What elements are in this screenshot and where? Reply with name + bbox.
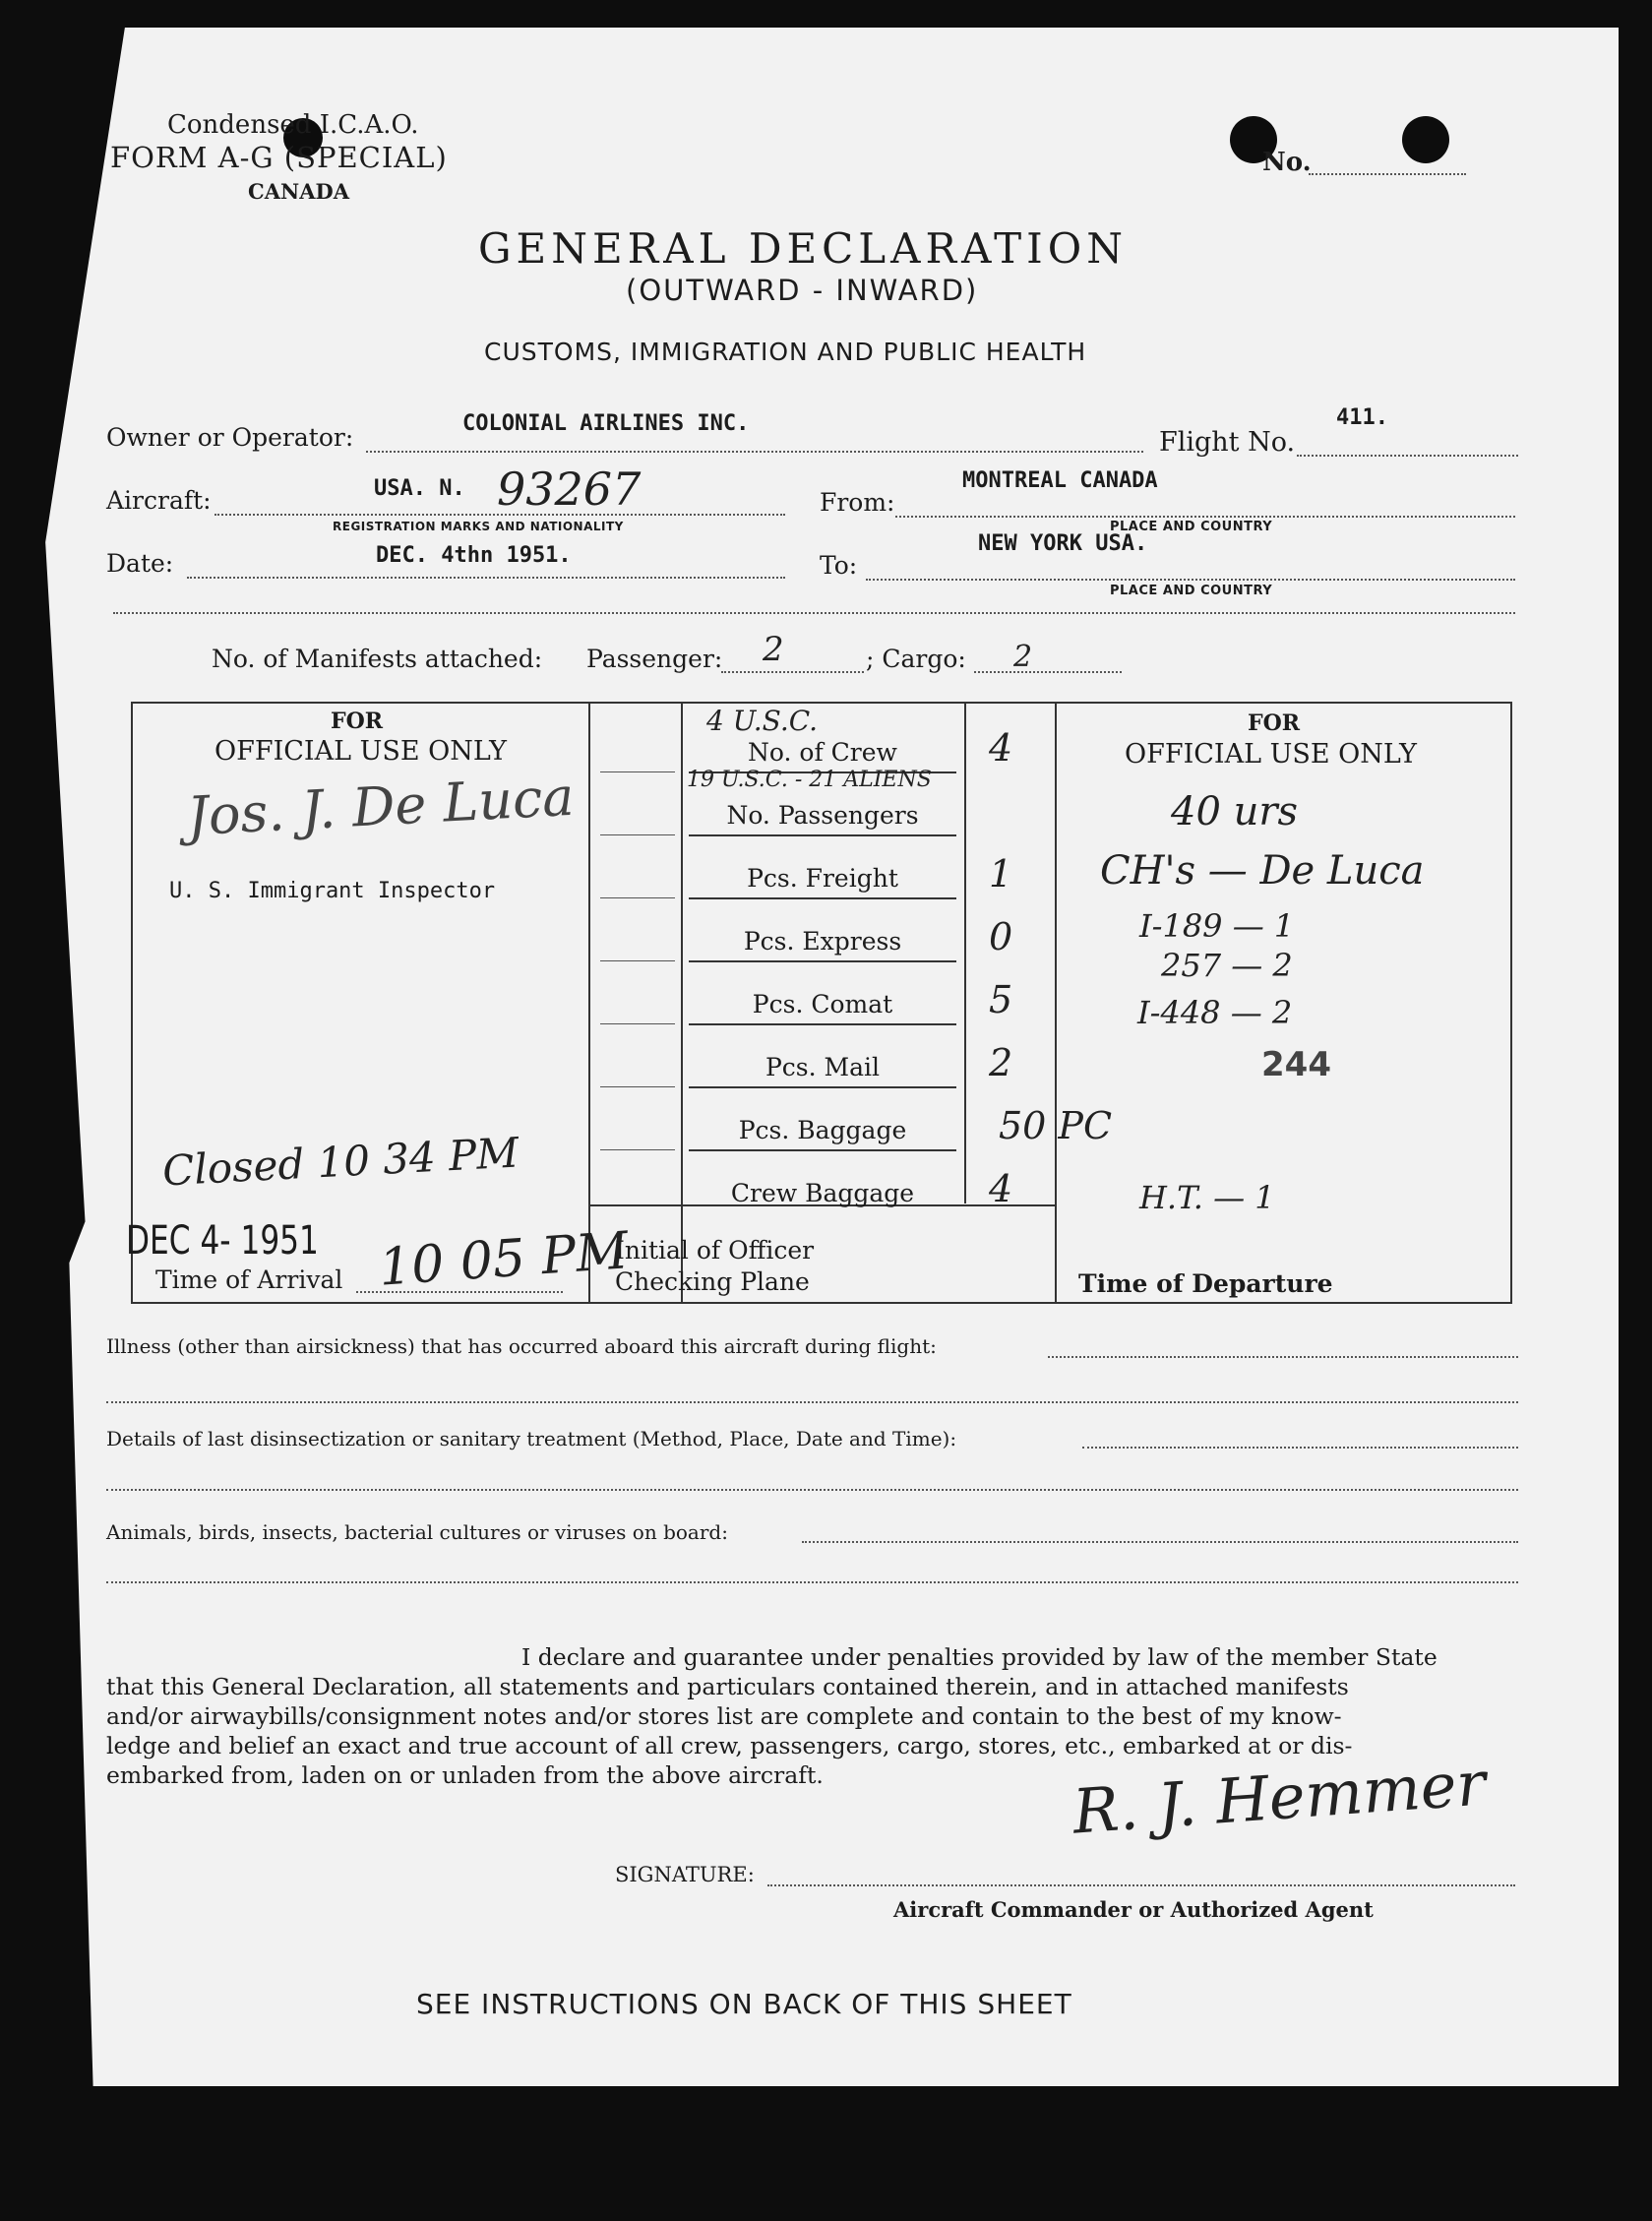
table-row-line xyxy=(600,834,675,835)
table-row-note: 19 U.S.C. - 21 ALIENS xyxy=(687,768,932,792)
table-row-line xyxy=(689,1086,956,1088)
aircraft-handwritten: 93267 xyxy=(497,463,642,516)
table-row-label: Pcs. Mail xyxy=(765,1053,881,1081)
arrival-time: 10 05 PM xyxy=(377,1221,631,1298)
flight-line xyxy=(1297,455,1518,457)
manifests-cargo-value: 2 xyxy=(1013,640,1033,674)
official-note-4: I-448 — 2 xyxy=(1137,994,1293,1031)
aircraft-caption: REGISTRATION MARKS AND NATIONALITY xyxy=(333,520,624,533)
table-row-line xyxy=(689,1023,956,1025)
declaration-line-1: I declare and guarantee under penalties provided by law of the member State xyxy=(521,1643,1438,1671)
table-row-value: 1 xyxy=(989,852,1013,895)
table-row-line xyxy=(689,1149,956,1151)
table-divider xyxy=(681,702,683,1302)
official-note-3: 257 — 2 xyxy=(1161,947,1293,984)
form-line-2: FORM A-G (SPECIAL) xyxy=(110,141,448,174)
table-divider xyxy=(588,702,590,1302)
illness-line-1 xyxy=(1048,1356,1518,1358)
official-note-5: 244 xyxy=(1261,1045,1331,1084)
page-department: CUSTOMS, IMMIGRATION AND PUBLIC HEALTH xyxy=(484,338,1087,366)
table-row-label: Pcs. Freight xyxy=(747,864,898,893)
from-line xyxy=(895,516,1515,518)
table-divider xyxy=(1055,702,1057,1302)
table-row-value: 40 urs xyxy=(1171,789,1299,834)
table-row-value: 5 xyxy=(989,978,1013,1021)
closed-note: Closed 10 34 PM xyxy=(160,1128,520,1196)
signature-label: SIGNATURE: xyxy=(615,1863,755,1886)
right-official-label: OFFICIAL USE ONLY xyxy=(1125,739,1417,770)
disinsect-line-1 xyxy=(1082,1447,1518,1449)
manifests-passenger-value: 2 xyxy=(763,630,784,669)
date-label: Date: xyxy=(106,549,174,578)
aircraft-label: Aircraft: xyxy=(106,486,212,515)
declaration-line-5: embarked from, laden on or unladen from the above aircraft. xyxy=(106,1761,824,1789)
flight-label: Flight No. xyxy=(1159,427,1296,458)
from-caption: PLACE AND COUNTRY xyxy=(1110,520,1273,534)
official-note-1: CH's — De Luca xyxy=(1100,848,1425,894)
to-value: NEW YORK USA. xyxy=(978,531,1148,556)
table-row-label: Pcs. Comat xyxy=(752,990,893,1018)
date-value: DEC. 4thn 1951. xyxy=(376,543,572,568)
right-for-label: FOR xyxy=(1248,710,1301,736)
departure-label: Time of Departure xyxy=(1078,1269,1333,1298)
manifests-passenger-label: Passenger: xyxy=(586,645,723,673)
table-row-label: No. of Crew xyxy=(748,738,897,767)
owner-line xyxy=(366,451,1143,453)
to-label: To: xyxy=(820,551,858,580)
table-row-line xyxy=(600,771,675,772)
footer-instructions: SEE INSTRUCTIONS ON BACK OF THIS SHEET xyxy=(416,1988,1072,2020)
page-subtitle: (OUTWARD - INWARD) xyxy=(626,274,979,307)
table-row-note: 4 U.S.C. xyxy=(706,705,819,737)
manifests-cargo-line xyxy=(974,671,1122,673)
number-line xyxy=(1309,173,1466,175)
signature-caption: Aircraft Commander or Authorized Agent xyxy=(893,1897,1374,1922)
manifests-cargo-label: ; Cargo: xyxy=(866,645,966,673)
table-row-value: 0 xyxy=(989,915,1013,958)
animals-line-2 xyxy=(106,1581,1518,1583)
disinsect-line-2 xyxy=(106,1489,1518,1491)
manifests-passenger-line xyxy=(721,671,864,673)
signature-line xyxy=(767,1884,1515,1886)
illness-line-2 xyxy=(106,1401,1518,1403)
owner-label: Owner or Operator: xyxy=(106,423,354,452)
page-title: GENERAL DECLARATION xyxy=(478,224,1128,273)
inspector-title: U. S. Immigrant Inspector xyxy=(169,879,496,903)
left-for-label: FOR xyxy=(331,709,384,734)
manifests-label: No. of Manifests attached: xyxy=(212,645,543,673)
declaration-line-2: that this General Declaration, all statements and particulars contained therein, and in attached manifests xyxy=(106,1673,1349,1700)
form-line-3: CANADA xyxy=(248,179,350,204)
declaration-line-3: and/or airwaybills/consignment notes and/or stores list are complete and contain to the best of my know- xyxy=(106,1702,1342,1730)
table-row-value: 50 PC xyxy=(999,1104,1113,1147)
table-row-value: 4 xyxy=(989,726,1013,770)
animals-line-1 xyxy=(802,1541,1518,1543)
inspector-signature: Jos. J. De Luca xyxy=(185,765,576,848)
arrival-stamp: DEC 4- 1951 xyxy=(126,1218,319,1264)
initial-label-1: Initial of Officer xyxy=(615,1236,815,1265)
arrival-line xyxy=(356,1291,563,1293)
separator-line xyxy=(113,612,1515,614)
table-row-line xyxy=(600,1149,675,1150)
disinsect-question: Details of last disinsectization or sanitary treatment (Method, Place, Date and Time): xyxy=(106,1427,957,1450)
declaration-line-4: ledge and belief an exact and true account of all crew, passengers, cargo, stores, etc., embarked at or dis- xyxy=(106,1732,1353,1759)
date-line xyxy=(187,577,785,579)
table-row-line xyxy=(600,1086,675,1087)
aircraft-typed: USA. N. xyxy=(374,476,465,501)
illness-question: Illness (other than airsickness) that has occurred aboard this aircraft during flight: xyxy=(106,1334,937,1358)
table-row-line xyxy=(600,960,675,961)
table-row-value: 4 xyxy=(989,1167,1013,1210)
table-row-line xyxy=(600,897,675,898)
to-caption: PLACE AND COUNTRY xyxy=(1110,584,1273,598)
animals-question: Animals, birds, insects, bacterial cultures or viruses on board: xyxy=(106,1520,728,1544)
table-divider xyxy=(964,702,966,1203)
signature-name: R. J. Hemmer xyxy=(1070,1747,1489,1848)
table-row-line xyxy=(600,1023,675,1024)
table-row-label: Pcs. Express xyxy=(743,927,902,956)
table-row-line xyxy=(689,960,956,962)
initial-label-2: Checking Plane xyxy=(615,1267,810,1296)
flight-value: 411. xyxy=(1336,405,1388,430)
table-row-label: Crew Baggage xyxy=(730,1179,915,1207)
table-row-line xyxy=(689,834,956,836)
from-value: MONTREAL CANADA xyxy=(962,468,1158,493)
punch-hole xyxy=(1402,116,1449,163)
from-label: From: xyxy=(820,488,895,517)
arrival-label: Time of Arrival xyxy=(155,1265,343,1294)
owner-value: COLONIAL AIRLINES INC. xyxy=(462,411,750,436)
official-note-2: I-189 — 1 xyxy=(1139,907,1295,945)
table-row-line xyxy=(689,897,956,899)
form-line-1: Condensed I.C.A.O. xyxy=(167,110,419,140)
table-row-label: Pcs. Baggage xyxy=(738,1116,907,1144)
to-line xyxy=(866,579,1515,581)
table-row-value: 2 xyxy=(989,1041,1013,1084)
number-label: No. xyxy=(1262,148,1312,177)
left-official-label: OFFICIAL USE ONLY xyxy=(214,736,507,767)
official-note-6: H.T. — 1 xyxy=(1139,1179,1275,1216)
table-row-label: No. Passengers xyxy=(726,801,919,830)
